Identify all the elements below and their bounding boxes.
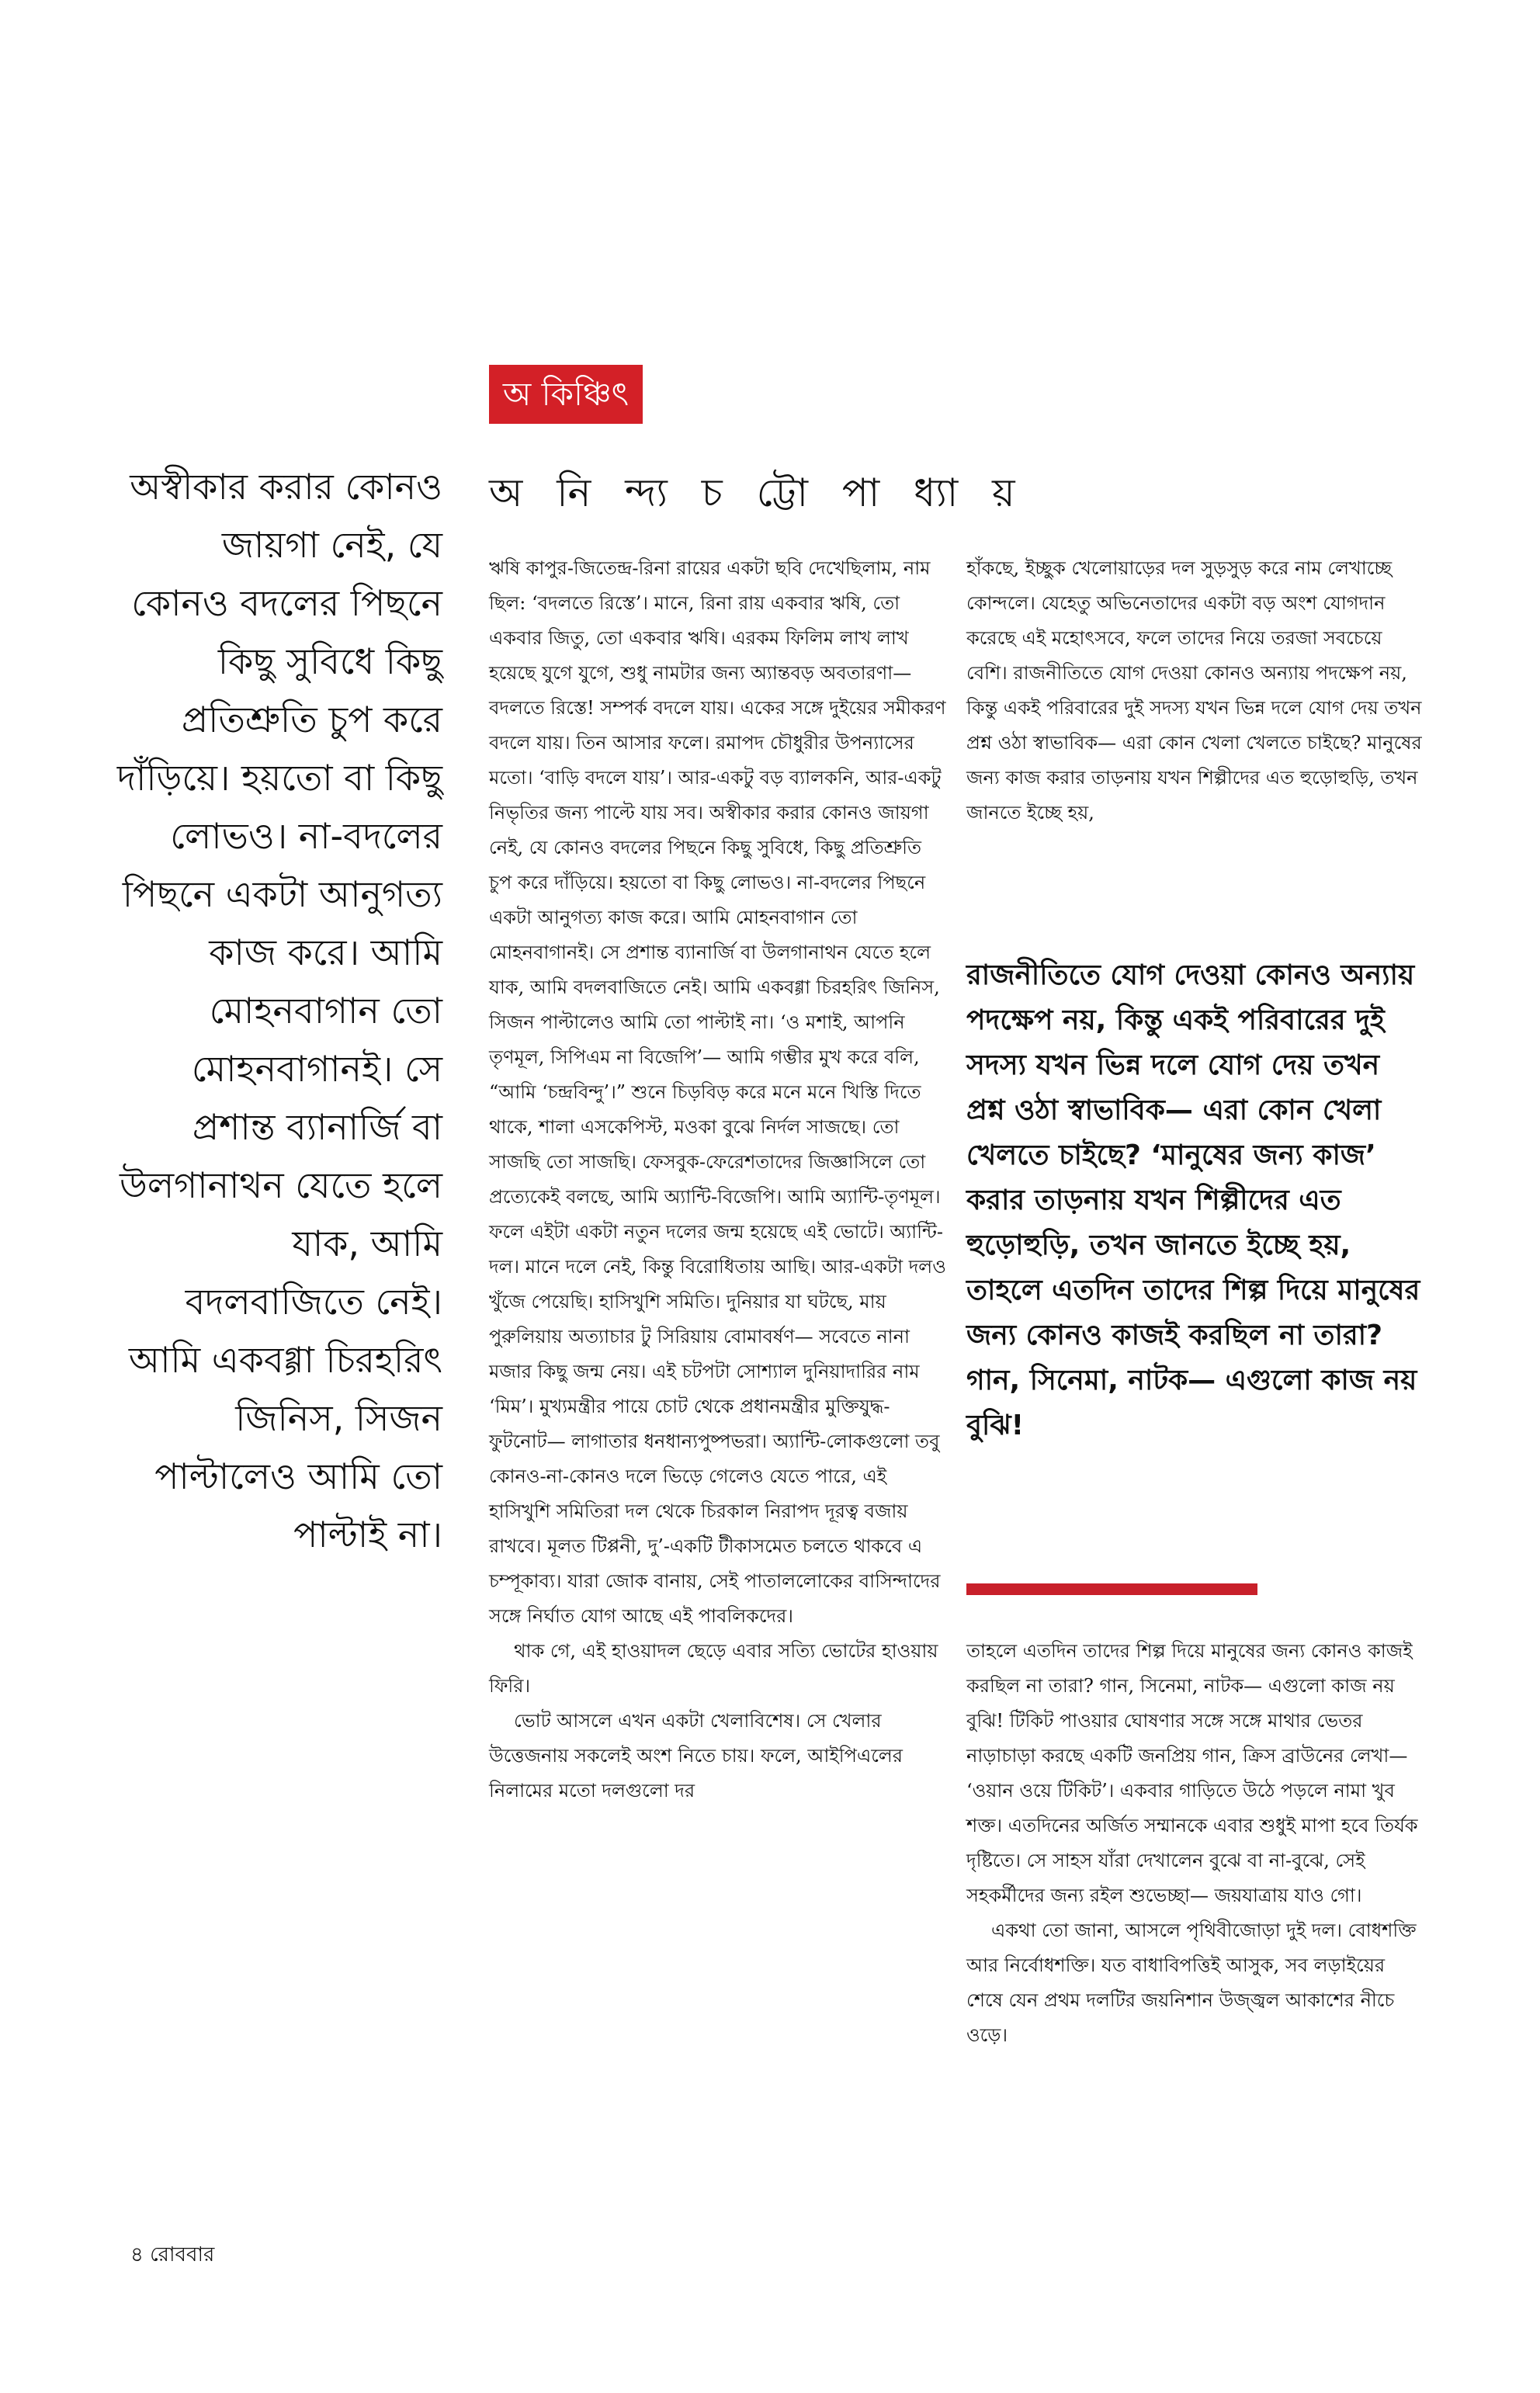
side-pull-quote: অস্বীকার করার কোনও জায়গা নেই, যে কোনও বদলের পিছনে কিছু সুবিধে কিছু প্রতিশ্রুতি চুপ করে দাঁড়িয়ে। হয়তো বা কিছু লোভও। না-বদলের পিছনে একটা আনুগত্য কাজ করে। আমি মোহনবাগান তো মোহনবাগানই। সে প্রশান্ত ব্যানার্জি বা উলগানাথন যেতে হলে যাক, আমি বদলবাজিতে নেই। আমি একবগ্গা চিরহরিৎ জিনিস, সিজন পাল্টালেও আমি তো পাল্টাই না। [116, 466, 442, 1555]
body-column-right-bottom [966, 1634, 1424, 2193]
body-paragraph: ঋষি কাপুর-জিতেন্দ্র-রিনা রায়ের একটা ছবি দেখেছিলাম, নাম ছিল: ‘বদলতে রিস্তে’। মানে, রিনা রায় একবার ঋষি, তো একবার জিতু, তো একবার ঋষি। এরকম ফিলিম লাখ লাখ হয়েছে যুগে যুগে, শুধু নামটার জন্য অ্যান্তবড় অবতারণা— বদলতে রিস্তে! সম্পর্ক বদলে যায়। একের সঙ্গে দুইয়ের সমীকরণ বদলে যায়। তিন আসার ফলে। রমাপদ চৌধুরীর উপন্যাসের মতো। ‘বাড়ি বদলে যায়’। আর-একটু বড় ব্যালকনি, আর-একটু নিভৃতির জন্য পাল্টে যায় সব। অস্বীকার করার কোনও জায়গা নেই, যে কোনও বদলের পিছনে কিছু সুবিধে, কিছু প্রতিশ্রুতি চুপ করে দাঁড়িয়ে। হয়তো বা কিছু লোভও। না-বদলের পিছনে একটা আনুগত্য কাজ করে। আমি মোহনবাগান তো মোহনবাগানই। সে প্রশান্ত ব্যানার্জি বা উলগানাথন যেতে হলে যাক, আমি বদলবাজিতে নেই। আমি একবগ্গা চিরহরিৎ জিনিস, সিজন পাল্টালেও আমি তো পাল্টাই না। ‘ও মশাই, আপনি তৃণমূল, সিপিএম না বিজেপি’— আমি গম্ভীর মুখ করে বলি, “আমি ‘চন্দ্রবিন্দু’।” শুনে চিড়বিড় করে মনে মনে খিস্তি দিতে থাকে, শালা এসকেপিস্ট, মওকা বুঝে নির্দল সাজছে। তো সাজছি তো সাজছি। ফেসবুক-ফেরেশতাদের জিজ্ঞাসিলে তো প্রত্যেকেই বলছে, আমি অ্যান্টি-বিজেপি। আমি অ্যান্টি-তৃণমূল। ফলে এইটা একটা নতুন দলের জন্ম হয়েছে এই ভোটে। অ্যান্টি-দল। মানে দলে নেই, কিন্তু বিরোধিতায় আছি। আর-একটা দলও খুঁজে পেয়েছি। হাসিখুশি সমিতি। দুনিয়ার যা ঘটছে, মায় পুরুলিয়ায় অত্যাচার টু সিরিয়ায় বোমাবর্ষণ— সবেতে নানা মজার কিছু জন্ম নেয়। এই চটপটা সোশ্যাল দুনিয়াদারির নাম ‘মিম’। মুখ্যমন্ত্রীর পায়ে চোট থেকে প্রধানমন্ত্রীর মুক্তিযুদ্ধ-ফুটনোট— লাগাতার ধনধান্যপুষ্পভরা। অ্যান্টি-লোকগুলো তবু কোনও-না-কোনও দলে ভিড়ে গেলেও যেতে পারে, এই হাসিখুশি সমিতিরা দল থেকে চিরকাল নিরাপদ দূরত্ব বজায় রাখবে। মূলত টিপ্পনী, দু’-একটি টীকাসমেত চলতে থাকবে এ চম্পূকাব্য। যারা জোক বানায়, সেই পাতাললোকের বাসিন্দাদের সঙ্গে নির্ঘাত যোগ আছে এই পাবলিকদের। [489, 557, 946, 1627]
body-paragraph: ভোট আসলে এখন একটা খেলাবিশেষ। সে খেলার উত্তেজনায় সকলেই অংশ নিতে চায়। ফলে, আইপিএলের নিলামের মতো দলগুলো দর [489, 1710, 903, 1802]
body-column-right-top [966, 551, 1424, 900]
body-paragraph: তাহলে এতদিন তাদের শিল্প দিয়ে মানুষের জন্য কোনও কাজই করছিল না তারা? গান, সিনেমা, নাটক— এগুলো কাজ নয় বুঝি! টিকিট পাওয়ার ঘোষণার সঙ্গে সঙ্গে মাথার ভেতর নাড়াচাড়া করছে একটি জনপ্রিয় গান, ক্রিস ব্রাউনের লেখা— ‘ওয়ান ওয়ে টিকিট’। একবার গাড়িতে উঠে পড়লে নামা খুব শক্ত। এতদিনের অর্জিত সম্মানকে এবার শুধুই মাপা হবে তির্যক দৃষ্টিতে। সে সাহস যাঁরা দেখালেন বুঝে বা না-বুঝে, সেই সহকর্মীদের জন্য রইল শুভেচ্ছা— জয়যাত্রায় যাও গো। [966, 1640, 1418, 1906]
page-folio: ৪ রোববার [130, 2243, 215, 2266]
body-paragraph: হাঁকছে, ইচ্ছুক খেলোয়াড়ের দল সুড়সুড় করে নাম লেখাচ্ছে কোন্দলে। যেহেতু অভিনেতাদের একটা বড় অংশ যোগদান করেছে এই মহোৎসবে, ফলে তাদের নিয়ে তরজা সবচেয়ে বেশি। রাজনীতিতে যোগ দেওয়া কোনও অন্যায় পদক্ষেপ নয়, কিন্তু একই পরিবারের দুই সদস্য যখন ভিন্ন দলে যোগ দেয় তখন প্রশ্ন ওঠা স্বাভাবিক— এরা কোন খেলা খেলতে চাইছে? মানুষের জন্য কাজ করার তাড়নায় যখন শিল্পীদের এত হুড়োহুড়ি, তখন জানতে ইচ্ছে হয়, [966, 557, 1422, 824]
body-column-middle [489, 551, 947, 2166]
body-paragraph: একথা তো জানা, আসলে পৃথিবীজোড়া দুই দল। বোধশক্তি আর নির্বোধশক্তি। যত বাধাবিপত্তিই আসুক, সব লড়াইয়ের শেষে যেন প্রথম দলটির জয়নিশান উজ্জ্বল আকাশের নীচে ওড়ে। [966, 1920, 1417, 2046]
divider [966, 1583, 1257, 1595]
column-tag: অ কিঞ্চিৎ [489, 365, 643, 424]
body-paragraph: থাক গে, এই হাওয়াদল ছেড়ে এবার সত্যি ভোটের হাওয়ায় ফিরি। [489, 1640, 938, 1697]
pull-quote: রাজনীতিতে যোগ দেওয়া কোনও অন্যায় পদক্ষেপ নয়, কিন্তু একই পরিবারের দুই সদস্য যখন ভিন্ন দলে যোগ দেয় তখন প্রশ্ন ওঠা স্বাভাবিক— এরা কোন খেলা খেলতে চাইছে? ‘মানুষের জন্য কাজ’ করার তাড়নায় যখন শিল্পীদের এত হুড়োহুড়ি, তখন জানতে ইচ্ছে হয়, তাহলে এতদিন তাদের শিল্প দিয়ে মানুষের জন্য কোনও কাজই করছিল না তারা? গান, সিনেমা, নাটক— এগুলো কাজ নয় বুঝি! [966, 959, 1420, 1441]
author-byline: অ নি ন্দ্য চ ট্টো পা ধ্যা য় [489, 470, 1026, 515]
